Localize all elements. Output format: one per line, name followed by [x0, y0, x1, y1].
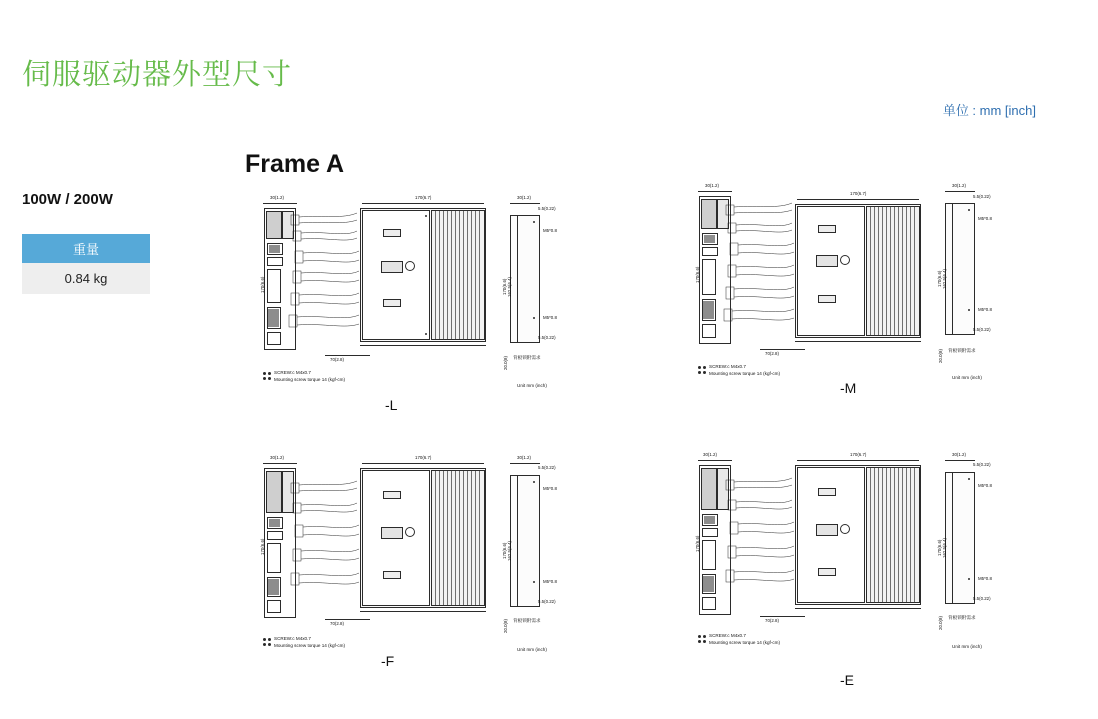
dim-top-mid: 170(6.7) [415, 455, 432, 460]
dim-top-right: 30(1.2) [517, 195, 531, 200]
note-torque: Mounting screw torque 14 (kgf-cm) [709, 371, 780, 376]
caption-l: -L [385, 397, 398, 413]
dim-right-bottom: 5.5(0.22) [973, 327, 991, 332]
dim-bottom-width: 70(2.8) [330, 621, 344, 626]
note-panel: 背板锁附需求 [513, 355, 541, 360]
dim-top-right: 30(1.2) [517, 455, 531, 460]
dim-right-screw: M5*0.8 [543, 228, 557, 233]
dim-top-left: 30(1.2) [703, 452, 717, 457]
dim-right-screw: M5*0.8 [978, 216, 992, 221]
drawing-l [255, 195, 565, 388]
dim-bottom-depth: 20.0(8) [938, 349, 943, 363]
cable-harness-icon [285, 479, 365, 619]
dim-right-height2: 162.5(6.4) [507, 276, 512, 297]
dim-bottom-width: 70(2.8) [765, 618, 779, 623]
dim-right-height2: 162.5(6.4) [507, 540, 512, 561]
note-screw: SCREW:c M4x0.7 [709, 633, 746, 638]
dim-right-height: 170(6.6) [937, 270, 942, 287]
dim-right-top: 5.5(0.22) [973, 194, 991, 199]
note-torque: Mounting screw torque 14 (kgf-cm) [274, 377, 345, 382]
dim-left-height: 170(6.6) [260, 538, 265, 555]
frame-label: Frame A [245, 150, 345, 178]
power-rating-label: 100W / 200W [22, 191, 113, 208]
caption-f: -F [381, 653, 395, 669]
dim-top-mid: 170(6.7) [415, 195, 432, 200]
dim-top-mid: 170(6.7) [850, 191, 867, 196]
note-screw: SCREW:c M4x0.7 [709, 364, 746, 369]
caption-m: -M [840, 380, 857, 396]
note-torque: Mounting screw torque 14 (kgf-cm) [274, 643, 345, 648]
dim-left-height: 170(6.6) [695, 266, 700, 283]
dim-right-screw: M5*0.8 [543, 486, 557, 491]
dim-right-bottom: 5.5(0.22) [538, 335, 556, 340]
dim-right-height2: 162.5(6.4) [942, 268, 947, 289]
dim-right-bottom-screw: M5*0.8 [543, 579, 557, 584]
note-panel: 背板锁附需求 [948, 615, 976, 620]
dim-bottom-depth: 20.0(8) [938, 616, 943, 630]
caption-e: -E [840, 672, 854, 688]
dim-right-height: 170(6.6) [502, 278, 507, 295]
note-unit: Unit mm (inch) [952, 375, 982, 380]
dim-top-right: 30(1.2) [952, 452, 966, 457]
cable-harness-icon [720, 201, 800, 346]
unit-note: 单位 : mm [inch] [942, 103, 1036, 118]
drawing-f [255, 455, 565, 652]
dim-right-top: 5.5(0.22) [538, 206, 556, 211]
dim-right-height: 170(6.6) [937, 539, 942, 556]
weight-table-header: 重量 [22, 234, 150, 263]
dim-left-height: 170(6.6) [695, 535, 700, 552]
note-unit: Unit mm (inch) [517, 383, 547, 388]
dim-right-bottom: 5.5(0.22) [538, 599, 556, 604]
note-unit: Unit mm (inch) [952, 644, 982, 649]
dim-right-height2: 162.5(6.4) [942, 537, 947, 558]
dim-top-left: 30(1.2) [270, 455, 284, 460]
dim-right-bottom-screw: M5*0.8 [978, 307, 992, 312]
weight-table-value: 0.84 kg [22, 263, 150, 294]
dim-bottom-width: 70(2.8) [765, 351, 779, 356]
dim-right-bottom-screw: M5*0.8 [978, 576, 992, 581]
dim-right-bottom-screw: M5*0.8 [543, 315, 557, 320]
dim-right-screw: M5*0.8 [978, 483, 992, 488]
note-screw: SCREW:c M4x0.7 [274, 370, 311, 375]
drawing-m [690, 183, 1000, 380]
dim-right-top: 5.5(0.22) [973, 462, 991, 467]
drawing-e [690, 452, 1000, 649]
dim-top-left: 30(1.2) [705, 183, 719, 188]
dim-right-bottom: 5.5(0.22) [973, 596, 991, 601]
note-panel: 背板锁附需求 [513, 618, 541, 623]
weight-table [22, 234, 150, 294]
note-unit: Unit mm (inch) [517, 647, 547, 652]
cable-harness-icon [720, 476, 800, 616]
dim-bottom-width: 70(2.8) [330, 357, 344, 362]
dim-top-right: 30(1.2) [952, 183, 966, 188]
dim-left-height: 170(6.6) [260, 276, 265, 293]
dim-right-top: 5.5(0.22) [538, 465, 556, 470]
note-screw: SCREW:c M4x0.7 [274, 636, 311, 641]
dim-top-left: 30(1.2) [270, 195, 284, 200]
page-title: 伺服驱动器外型尺寸 [22, 59, 293, 91]
note-torque: Mounting screw torque 14 (kgf-cm) [709, 640, 780, 645]
cable-harness-icon [285, 211, 365, 351]
dim-right-height: 170(6.6) [502, 542, 507, 559]
dim-top-mid: 170(6.7) [850, 452, 867, 457]
dim-bottom-depth: 20.0(8) [503, 619, 508, 633]
dim-bottom-depth: 20.0(8) [503, 356, 508, 370]
note-panel: 背板锁附需求 [948, 348, 976, 353]
